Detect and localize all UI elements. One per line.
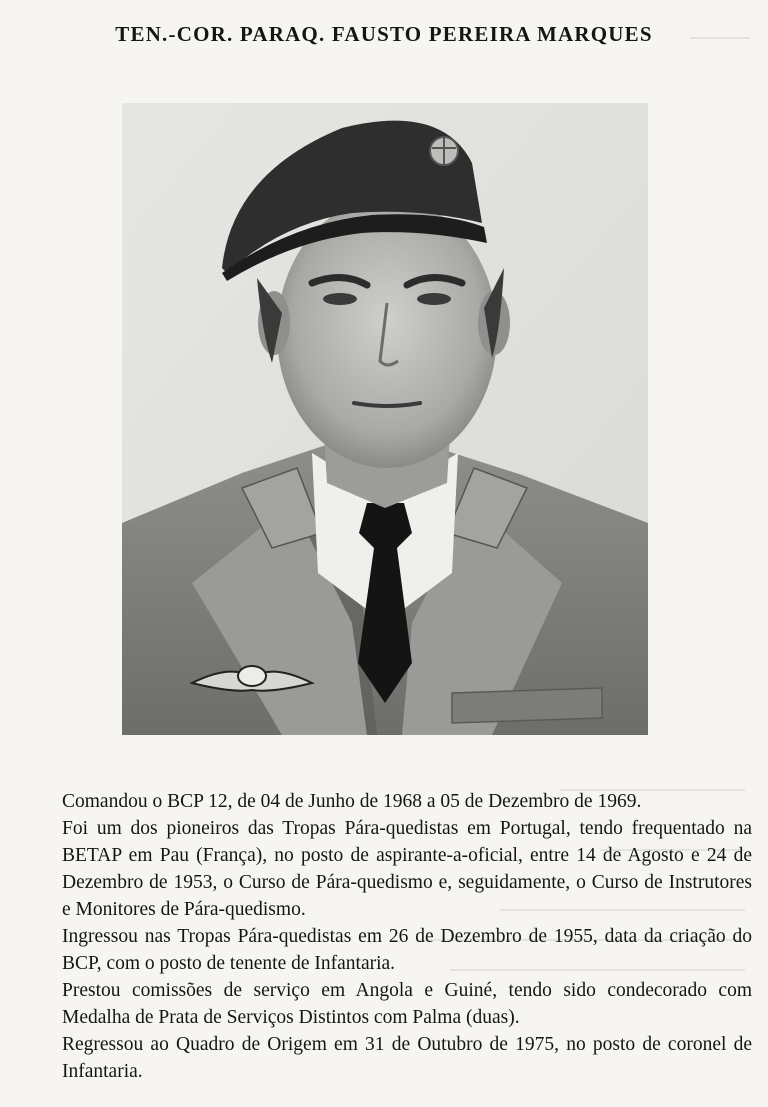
paragraph: Prestou comissões de serviço em Angola e Guiné, tendo sido condecorado com Medalha de Prata de Serviços Distintos com Palma (duas). [62, 980, 752, 1028]
portrait-photo [122, 103, 648, 735]
page-title: TEN.-COR. PARAQ. FAUSTO PEREIRA MARQUES [115, 22, 653, 46]
biography-text [62, 788, 752, 1085]
paragraph: Comandou o BCP 12, de 04 de Junho de 1968 a 05 de Dezembro de 1969. [62, 791, 642, 812]
paragraph: Regressou ao Quadro de Origem em 31 de Outubro de 1975, no posto de coronel de Infantaria. [62, 1034, 752, 1082]
portrait-illustration [122, 103, 648, 735]
paragraph: Ingressou nas Tropas Pára-quedistas em 26 de Dezembro de 1955, data da criação do BCP, com o posto de tenente de Infantaria. [62, 926, 752, 974]
paragraph: Foi um dos pioneiros das Tropas Pára-quedistas em Portugal, tendo frequentado na BETAP em Pau (França), no posto de aspirante-a-oficial, entre 14 de Agosto e 24 de Dezembro de 1953, o Curso de Pára-quedismo e, seguidamente, o Curso de Instrutores e Monitores de Pára-quedismo. [62, 818, 752, 920]
